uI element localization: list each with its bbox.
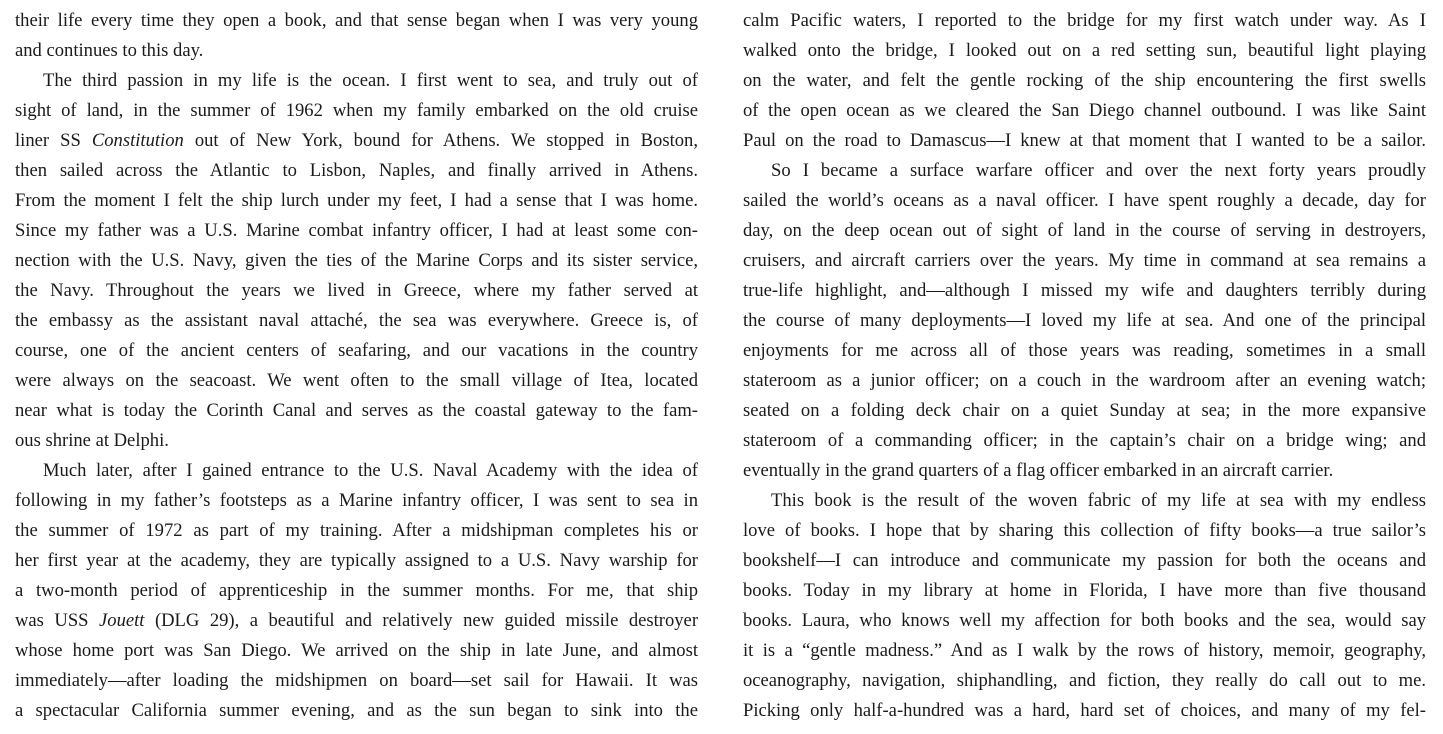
text-segment: it is a “gentle madness.” And as I walk by the rows of history, memoir, geography,	[743, 640, 1426, 661]
right-column-line	[743, 306, 1426, 336]
right-column-line	[743, 396, 1426, 426]
left-column-line	[15, 276, 698, 306]
right-column-line	[743, 246, 1426, 276]
right-text-column	[743, 6, 1426, 726]
left-column-line	[15, 606, 698, 636]
left-column-line	[15, 216, 698, 246]
right-column-line	[743, 486, 1426, 516]
text-segment: and continues to this day.	[15, 40, 204, 61]
right-column-line	[743, 66, 1426, 96]
text-segment: stateroom as a junior officer; on a couch in the wardroom after an evening watch;	[743, 370, 1426, 391]
text-segment: The third passion in my life is the ocean. I first went to sea, and truly out of	[43, 70, 698, 91]
left-column-line	[15, 666, 698, 696]
text-segment: stateroom of a commanding officer; in the captain’s chair on a bridge wing; and	[743, 430, 1426, 451]
left-column-line	[15, 96, 698, 126]
text-segment: the summer of 1972 as part of my training. After a midshipman completes his or	[15, 520, 698, 541]
text-segment: immediately—after loading the midshipmen on board—set sail for Hawaii. It was	[15, 670, 698, 691]
text-segment: were always on the seacoast. We went often to the small village of Itea, located	[15, 370, 698, 391]
text-segment: out of New York, bound for Athens. We stopped in Boston,	[183, 130, 698, 151]
text-segment: sight of land, in the summer of 1962 when my family embarked on the old cruise	[15, 100, 698, 121]
right-column-line	[743, 576, 1426, 606]
right-column-line	[743, 216, 1426, 246]
left-column-line	[15, 486, 698, 516]
text-segment: love of books. I hope that by sharing this collection of fifty books—a true sailor’s	[743, 520, 1426, 541]
text-segment: cruisers, and aircraft carriers over the years. My time in command at sea remains a	[743, 250, 1426, 271]
left-column-line	[15, 456, 698, 486]
text-segment: her first year at the academy, they are typically assigned to a U.S. Navy warship for	[15, 550, 698, 571]
left-column-line	[15, 426, 698, 456]
left-column-line	[15, 306, 698, 336]
right-column-line	[743, 696, 1426, 726]
text-segment: (DLG 29), a beautiful and relatively new guided missile destroyer	[144, 610, 698, 631]
right-column-line	[743, 276, 1426, 306]
right-column-line	[743, 336, 1426, 366]
text-segment: following in my father’s footsteps as a Marine infantry officer, I was sent to sea in	[15, 490, 698, 511]
text-segment: nection with the U.S. Navy, given the ties of the Marine Corps and its sister service,	[15, 250, 698, 271]
text-segment: the course of many deployments—I loved my life at sea. And one of the principal	[743, 310, 1426, 331]
text-segment: whose home port was San Diego. We arrived on the ship in late June, and almost	[15, 640, 698, 661]
right-column-line	[743, 456, 1426, 486]
text-segment: From the moment I felt the ship lurch under my feet, I had a sense that I was home.	[15, 190, 698, 211]
left-column-line	[15, 696, 698, 726]
right-column-line	[743, 6, 1426, 36]
text-segment: liner SS	[15, 130, 92, 151]
text-segment: true-life highlight, and—although I missed my wife and daughters terribly during	[743, 280, 1426, 301]
text-segment: bookshelf—I can introduce and communicate my passion for both the oceans and	[743, 550, 1426, 571]
left-column-line	[15, 186, 698, 216]
right-column-line	[743, 96, 1426, 126]
right-column-line	[743, 36, 1426, 66]
left-column-line	[15, 516, 698, 546]
right-column-line	[743, 186, 1426, 216]
right-column-line	[743, 426, 1426, 456]
text-segment: Much later, after I gained entrance to the U.S. Naval Academy with the idea of	[43, 460, 698, 481]
text-segment: ous shrine at Delphi.	[15, 430, 169, 451]
left-column-line	[15, 576, 698, 606]
text-segment: then sailed across the Atlantic to Lisbon, Naples, and finally arrived in Athens.	[15, 160, 698, 181]
text-segment: day, on the deep ocean out of sight of land in the course of serving in destroyers,	[743, 220, 1426, 241]
text-segment: Since my father was a U.S. Marine combat infantry officer, I had at least some con-	[15, 220, 698, 241]
left-column-line	[15, 636, 698, 666]
italic-ship-name: Constitution	[91, 130, 184, 151]
left-column-line	[15, 36, 698, 66]
right-column-line	[743, 126, 1426, 156]
right-column-line	[743, 156, 1426, 186]
text-segment: eventually in the grand quarters of a flag officer embarked in an aircraft carrier.	[743, 460, 1334, 481]
right-column-line	[743, 546, 1426, 576]
text-segment: their life every time they open a book, and that sense began when I was very young	[15, 10, 698, 31]
text-segment: books. Today in my library at home in Florida, I have more than five thousand	[743, 580, 1426, 601]
left-column-line	[15, 336, 698, 366]
left-column-line	[15, 366, 698, 396]
left-column-line	[15, 546, 698, 576]
right-column-line	[743, 606, 1426, 636]
left-text-column	[15, 6, 698, 726]
left-column-line	[15, 396, 698, 426]
italic-ship-name: Jouett	[99, 610, 145, 631]
left-column-line	[15, 126, 698, 156]
text-segment: on the water, and felt the gentle rocking of the ship encountering the first swells	[743, 70, 1426, 91]
text-segment: a two-month period of apprenticeship in the summer months. For me, that ship	[15, 580, 698, 601]
right-column-line	[743, 366, 1426, 396]
text-segment: books. Laura, who knows well my affection for both books and the sea, would say	[743, 610, 1426, 631]
text-segment: was USS	[15, 610, 100, 631]
text-segment: a spectacular California summer evening, and as the sun began to sink into the	[15, 700, 698, 721]
text-segment: the embassy as the assistant naval attaché, the sea was everywhere. Greece is, of	[15, 310, 698, 331]
left-column-line	[15, 6, 698, 36]
right-column-line	[743, 636, 1426, 666]
right-column-line	[743, 666, 1426, 696]
text-segment: near what is today the Corinth Canal and serves as the coastal gateway to the fam-	[15, 400, 698, 421]
text-segment: seated on a folding deck chair on a quiet Sunday at sea; in the more expansive	[743, 400, 1426, 421]
right-column-line	[743, 516, 1426, 546]
text-segment: Picking only half-a-hundred was a hard, hard set of choices, and many of my fel-	[743, 700, 1426, 721]
text-segment: This book is the result of the woven fabric of my life at sea with my endless	[771, 490, 1426, 511]
text-segment: enjoyments for me across all of those years was reading, sometimes in a small	[743, 340, 1426, 361]
text-segment: the Navy. Throughout the years we lived in Greece, where my father served at	[15, 280, 698, 301]
text-segment: sailed the world’s oceans as a naval officer. I have spent roughly a decade, day for	[743, 190, 1426, 211]
text-segment: oceanography, navigation, shiphandling, and fiction, they really do call out to me.	[743, 670, 1426, 691]
text-segment: walked onto the bridge, I looked out on a red setting sun, beautiful light playing	[743, 40, 1426, 61]
text-segment: Paul on the road to Damascus—I knew at that moment that I wanted to be a sailor.	[743, 130, 1426, 151]
text-segment: So I became a surface warfare officer and over the next forty years proudly	[771, 160, 1426, 181]
text-segment: course, one of the ancient centers of seafaring, and our vacations in the country	[15, 340, 698, 361]
left-column-line	[15, 66, 698, 96]
text-segment: calm Pacific waters, I reported to the bridge for my first watch under way. As I	[743, 10, 1426, 31]
left-column-line	[15, 246, 698, 276]
left-column-line	[15, 156, 698, 186]
text-segment: of the open ocean as we cleared the San Diego channel outbound. I was like Saint	[743, 100, 1426, 121]
